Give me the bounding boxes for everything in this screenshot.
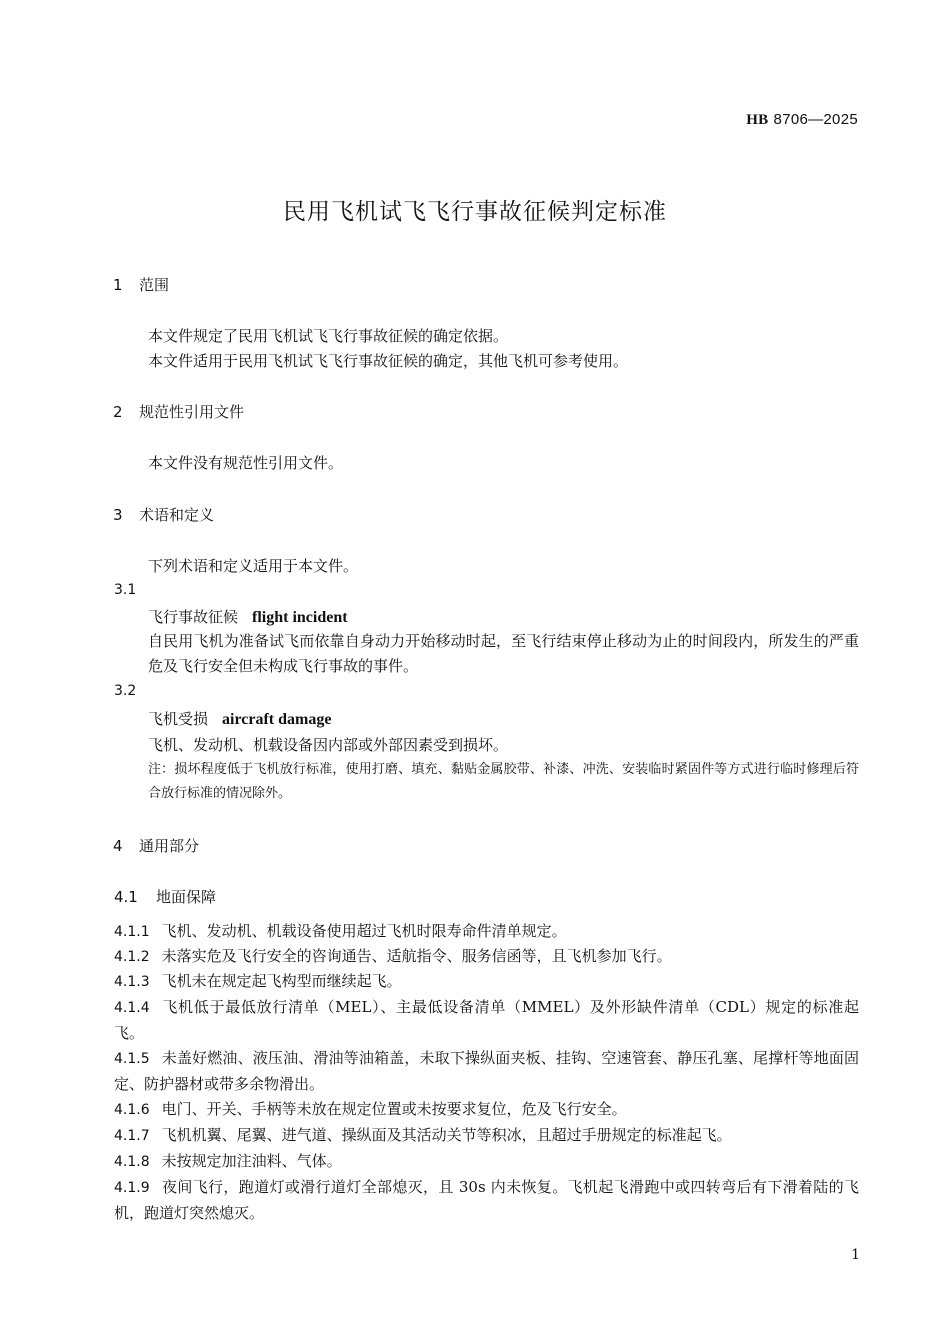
section-4-heading: 4 通用部分 [113,837,200,855]
section-3-heading: 3 术语和定义 [113,506,215,524]
clause-item: 4.1.2 未落实危及飞行安全的咨询通告、适航指令、服务信函等，且飞机参加飞行。 [114,947,672,965]
clause-item: 4.1.4 飞机低于最低放行清单（MEL）、主最低设备清单（MMEL）及外形缺件清单（CDL）规定的标准起飞。 [114,998,859,1042]
term-definition: 飞机、发动机、机载设备因内部或外部因素受到损坏。 [148,736,509,754]
page-number: 1 [851,1247,860,1263]
paragraph: 下列术语和定义适用于本文件。 [148,557,359,575]
clause-item: 4.1.9 夜间飞行，跑道灯或滑行道灯全部熄灭，且 30s 内未恢复。飞机起飞滑跑中或四转弯后有下滑着陆的飞机，跑道灯突然熄灭。 [114,1178,859,1222]
clause-item: 4.1.6 电门、开关、手柄等未放在规定位置或未按要求复位，危及飞行安全。 [114,1100,627,1118]
standard-prefix: HB [746,112,769,128]
standard-number [746,110,858,129]
document-title: 民用飞机试飞飞行事故征候判定标准 [283,199,667,225]
paragraph: 本文件规定了民用飞机试飞飞行事故征候的确定依据。 [148,327,509,345]
term-heading: 飞机受损 aircraft damage [148,710,332,728]
term-heading: 飞行事故征候 flight incident [148,608,348,626]
term-number: 3.1 [114,582,137,598]
paragraph: 本文件适用于民用飞机试飞飞行事故征候的确定，其他飞机可参考使用。 [148,352,629,370]
clause-item: 4.1.1 飞机、发动机、机载设备使用超过飞机时限寿命件清单规定。 [114,922,567,940]
clause-item: 4.1.3 飞机未在规定起飞构型而继续起飞。 [114,972,402,990]
term-note: 注：损坏程度低于飞机放行标准，使用打磨、填充、黏贴金属胶带、补漆、冲洗、安装临时紧固件等方式进行临时修理后符合放行标准的情况除外。 [148,762,859,801]
section-2-heading: 2 规范性引用文件 [113,403,245,421]
clause-item: 4.1.7 飞机机翼、尾翼、进气道、操纵面及其活动关节等积冰，且超过手册规定的标准起飞。 [114,1126,732,1144]
term-definition: 自民用飞机为准备试飞而依靠自身动力开始移动时起，至飞行结束停止移动为止的时间段内，所发生的严重危及飞行安全但未构成飞行事故的事件。 [148,632,859,675]
paragraph: 本文件没有规范性引用文件。 [148,454,344,472]
subsection-4-1-heading: 4.1 地面保障 [114,888,217,906]
term-number: 3.2 [114,683,137,699]
clause-item: 4.1.5 未盖好燃油、液压油、滑油等油箱盖，未取下操纵面夹板、挂钩、空速管套、静压孔塞、尾撑杆等地面固定、防护器材或带多余物滑出。 [114,1049,859,1093]
standard-code: 8706—2025 [773,111,858,128]
clause-item: 4.1.8 未按规定加注油料、气体。 [114,1152,342,1170]
section-1-heading: 1 范围 [113,276,170,294]
